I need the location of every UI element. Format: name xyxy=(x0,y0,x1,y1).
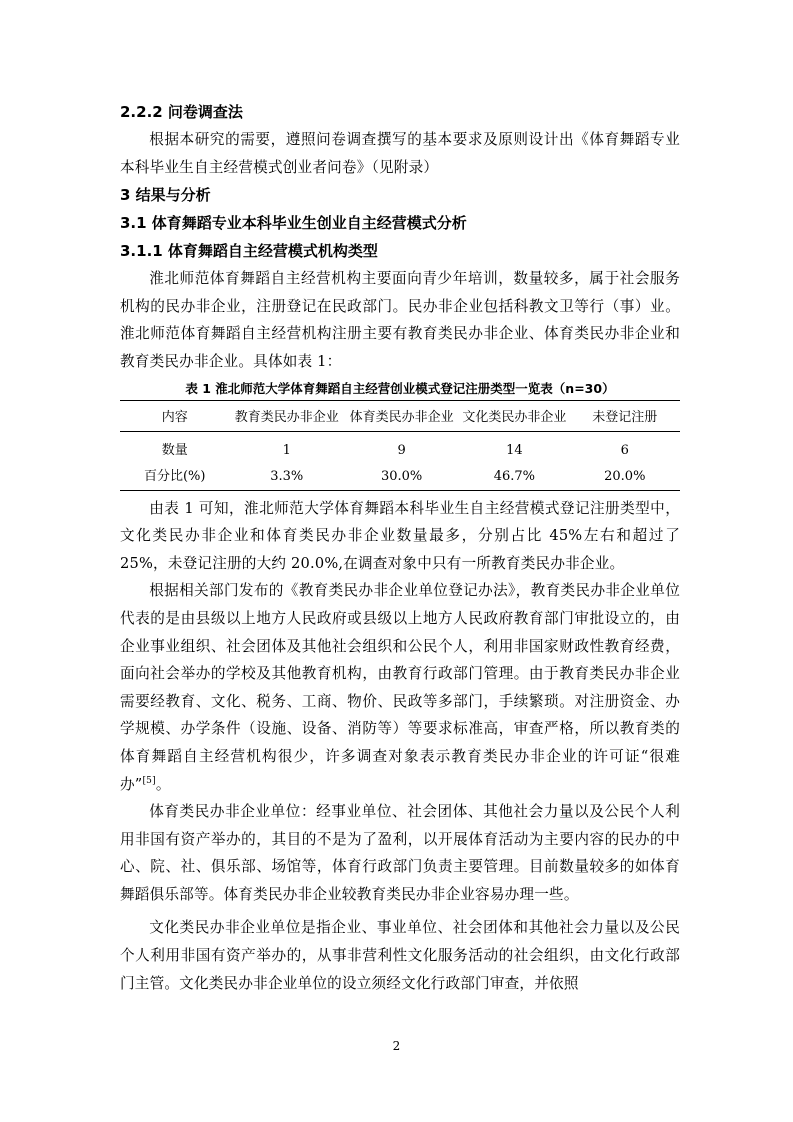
heading-3-1: 3.1 体育舞蹈专业本科毕业生创业自主经营模式分析 xyxy=(120,214,467,233)
paragraph-text: 根据相关部门发布的《教育类民办非企业单位登记办法》，教育类民办非企业单位代表的是由县级以上地方人民政府或县级以上地方人民政府教育部门审批设立的，由企业事业组织、社会团体及其他社会组织和公民个人，利用非国家财政性教育经费，面向社会举办的学校及其他教育机构，由教育行政部门管理。由于教育类民办非企业需要经教育、文化、税务、工商、物价、民政等多部门，手续繁琐。对注册资金、办学规模、办学条件（设施、设备、消防等）等要求标准高，审查严格，所以教育类的体育舞蹈自主经营机构很少，许多调查对象表示教育类民办非企业的许可证“很难办” xyxy=(120,582,680,793)
paragraph-survey-method: 根据本研究的需要，遵照问卷调查撰写的基本要求及原则设计出《体育舞蹈专业本科毕业生自主经营模式创业者问卷》（见附录） xyxy=(120,131,680,176)
paragraph-table-analysis: 由表 1 可知，淮北师范大学体育舞蹈本科毕业生自主经营模式登记注册类型中，文化类民办非企业和体育类民办非企业数量最多，分别占比 45%左右和超过了 25%，未登记注册的大约 20.0%,在调查对象中只有一所教育类民办非企业。 xyxy=(120,499,680,572)
table-cell: 46.7% xyxy=(493,468,536,484)
heading-3: 3 结果与分析 xyxy=(120,186,211,205)
heading-3-1-1: 3.1.1 体育舞蹈自主经营模式机构类型 xyxy=(120,242,378,261)
paragraph-end: 。 xyxy=(155,775,171,793)
table-caption: 表 1 淮北师范大学体育舞蹈自主经营创业模式登记注册类型一览表（n=30） xyxy=(185,380,615,396)
table-header-row xyxy=(120,400,680,431)
table-row xyxy=(120,464,680,491)
citation-ref: [5] xyxy=(142,775,156,786)
heading-2-2-2: 2.2.2 问卷调查法 xyxy=(120,103,243,121)
table-cell: 30.0% xyxy=(380,468,423,484)
paragraph-culture-type: 文化类民办非企业单位是指企业、事业单位、社会团体和其他社会力量以及公民个人利用非国有资产举办的，从事非营利性文化服务活动的社会组织，由文化行政部门主管。文化类民办非企业单位的设立须经文化行政部门审查，并依照 xyxy=(120,919,680,992)
table-cell: 14 xyxy=(506,442,523,458)
page-number: 2 xyxy=(392,1039,401,1053)
paragraph-institution-types: 淮北师范体育舞蹈自主经营机构主要面向青少年培训，数量较多，属于社会服务机构的民办非企业，注册登记在民政部门。民办非企业包括科教文卫等行（事）业。淮北师范体育舞蹈自主经营机构注册主要有教育类民办非企业、体育类民办非企业和教育类民办非企业。具体如表 1： xyxy=(120,270,680,370)
table-row xyxy=(120,431,680,464)
table-cell: 数量 xyxy=(161,442,188,458)
table-cell: 6 xyxy=(620,442,629,458)
table-header-cell: 内容 xyxy=(161,409,188,425)
table-cell: 1 xyxy=(282,442,291,458)
paragraph-sports-type: 体育类民办非企业单位：经事业单位、社会团体、其他社会力量以及公民个人利用非国有资产举办的，其目的不是为了盈利，以开展体育活动为主要内容的民办的中心、院、社、俱乐部、场馆等，体育行政部门负责主要管理。目前数量较多的如体育舞蹈俱乐部等。体育类民办非企业较教育类民办非企业容易办理一些。 xyxy=(120,803,680,903)
table-cell: 20.0% xyxy=(604,468,646,484)
document-page xyxy=(120,98,680,997)
table-header-cell: 教育类民办非企业 xyxy=(234,409,339,425)
table-cell: 百分比(%) xyxy=(143,468,206,484)
table-cell: 9 xyxy=(397,442,406,458)
table-cell: 3.3% xyxy=(270,468,304,484)
table-header-cell: 体育类民办非企业 xyxy=(349,409,454,425)
paragraph-education-type xyxy=(120,577,680,798)
registration-type-table xyxy=(120,400,680,491)
table-header-cell: 未登记注册 xyxy=(592,409,658,425)
table-header-cell: 文化类民办非企业 xyxy=(462,409,567,425)
